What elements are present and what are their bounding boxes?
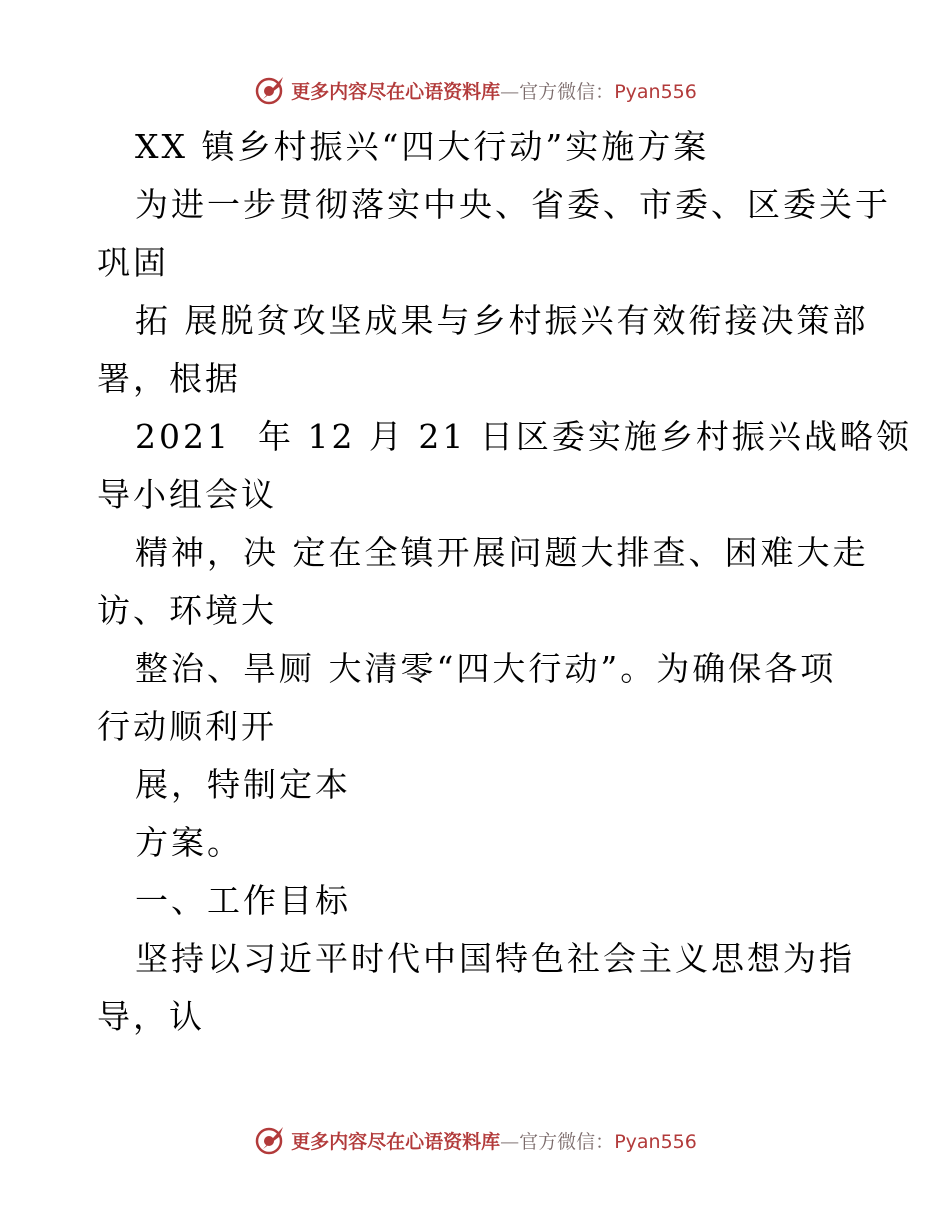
document-body (97, 118, 912, 1046)
header-watermark (0, 70, 950, 110)
watermark-text (291, 77, 697, 104)
paragraph-line: 坚持以习近平时代中国特色社会主义思想为指 (135, 939, 855, 978)
paragraph-line: 导，认 (97, 997, 205, 1036)
paragraph-line: 展，特制定本 (135, 765, 351, 804)
watermark-wechat-id: Pyan556 (614, 1130, 697, 1153)
quill-logo-icon (253, 73, 287, 107)
paragraph-line: 方案。 (135, 823, 243, 862)
paragraph-line: 署，根据 (97, 359, 241, 398)
paragraph-line: 访、环境大 (97, 591, 277, 630)
section-heading: 一、工作目标 (135, 881, 351, 920)
quill-logo-icon (253, 1123, 287, 1157)
paragraph-line: 为进一步贯彻落实中央、省委、市委、区委关于 (135, 185, 891, 224)
watermark-wechat-id: Pyan556 (614, 80, 697, 103)
document-title: XX 镇乡村振兴“四大行动”实施方案 (135, 127, 710, 166)
watermark-label: 官方微信： (519, 80, 615, 103)
paragraph-line: 2021 年 12 月 21 日区委实施乡村振兴战略领 (135, 417, 912, 456)
paragraph-line: 行动顺利开 (97, 707, 277, 746)
watermark-separator: — (500, 80, 520, 103)
footer-watermark (0, 1120, 950, 1160)
watermark-label: 官方微信： (519, 1130, 615, 1153)
watermark-site: 更多内容尽在心语资料库 (291, 80, 501, 103)
watermark-text (291, 1127, 697, 1154)
paragraph-line: 导小组会议 (97, 475, 277, 514)
paragraph-line: 精神，决 定在全镇开展问题大排查、困难大走 (135, 533, 869, 572)
paragraph-line: 整治、旱厕 大清零“四大行动”。为确保各项 (135, 649, 837, 688)
watermark-site: 更多内容尽在心语资料库 (291, 1130, 501, 1153)
watermark-separator: — (500, 1130, 520, 1153)
paragraph-line: 拓 展脱贫攻坚成果与乡村振兴有效衔接决策部 (135, 301, 869, 340)
paragraph-line: 巩固 (97, 243, 169, 282)
